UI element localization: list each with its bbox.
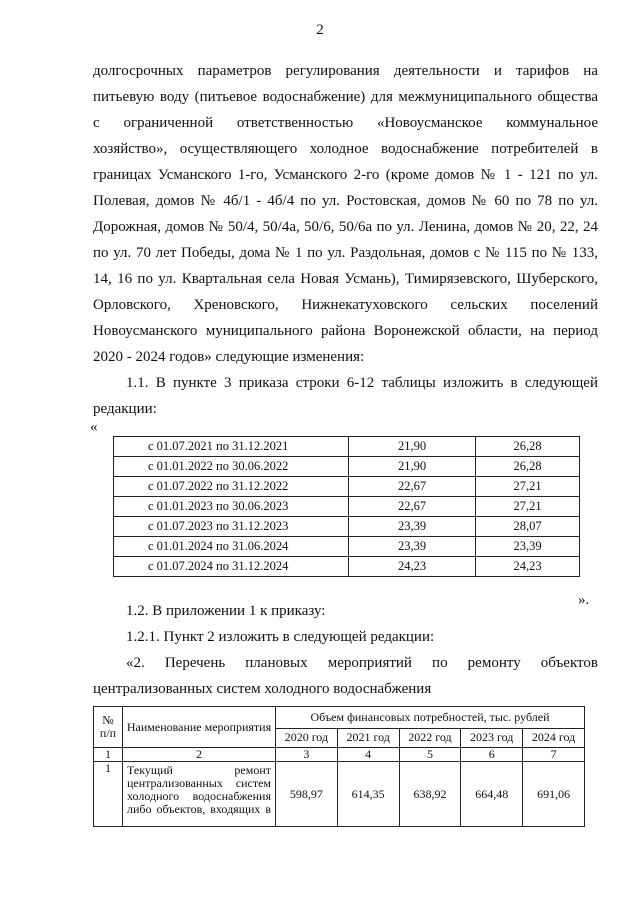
value-cell: 598,97 (276, 762, 338, 827)
measures-table (93, 706, 585, 827)
header-name: Наименование мероприятия (123, 707, 276, 748)
paragraph-line: 1.2. В приложении 1 к приказу: (126, 603, 326, 619)
header-year: 2020 год (276, 728, 338, 747)
period-cell: с 01.07.2024 по 31.12.2024 (114, 557, 349, 577)
column-number-row (94, 748, 585, 762)
value-cell: 614,35 (337, 762, 399, 827)
paragraph-line: по ул. 70 лет Победы, дома № 1 по ул. Раздольная, домов с № 115 по № 133, (93, 245, 598, 261)
header-num: № п/п (94, 707, 123, 748)
tariff-cell: 26,28 (476, 457, 580, 477)
paragraph-line: долгосрочных параметров регулирования деятельности и тарифов на (93, 63, 598, 79)
table-row (114, 537, 580, 557)
paragraph-line: с ограниченной ответственностью «Новоусманское коммунальное (93, 115, 598, 131)
paragraph-line: Полевая, домов № 4б/1 - 4б/4 по ул. Ростовская, домов № 60 по 78 по ул. (93, 193, 598, 209)
value-cell: 638,92 (399, 762, 461, 827)
column-number: 1 (94, 748, 123, 762)
quote-open-mark: « (90, 419, 98, 435)
table-row (114, 517, 580, 537)
tariff-table (113, 436, 580, 577)
tariff-cell: 26,28 (476, 437, 580, 457)
table-header-row (94, 707, 585, 729)
tariff-cell: 22,67 (349, 497, 476, 517)
page-number: 2 (316, 22, 324, 38)
period-cell: с 01.07.2023 по 31.12.2023 (114, 517, 349, 537)
tariff-cell: 23,39 (476, 537, 580, 557)
tariff-cell: 22,67 (349, 477, 476, 497)
paragraph-line: редакции: (93, 401, 157, 417)
table-row (94, 762, 585, 827)
tariff-cell: 28,07 (476, 517, 580, 537)
header-volume: Объем финансовых потребностей, тыс. рублей (276, 707, 585, 729)
measure-name: Текущий ремонт централизованных систем холодного водоснабжения либо объектов, входящих в (123, 762, 276, 827)
table-row (114, 497, 580, 517)
table-row (114, 437, 580, 457)
table-row (114, 557, 580, 577)
column-number: 2 (123, 748, 276, 762)
header-year: 2024 год (523, 728, 585, 747)
paragraph-line: 1.2.1. Пункт 2 изложить в следующей редакции: (126, 629, 435, 645)
tariff-cell: 23,39 (349, 537, 476, 557)
value-cell: 664,48 (461, 762, 523, 827)
column-number: 4 (337, 748, 399, 762)
tariff-cell: 24,23 (476, 557, 580, 577)
paragraph-line: Дорожная, домов № 50/4, 50/4а, 50/6, 50/6а по ул. Ленина, домов № 20, 22, 24 (93, 219, 598, 235)
paragraph-line: Орловского, Хреновского, Нижнекатуховского сельских поселений (93, 297, 598, 313)
body-paragraph (93, 58, 598, 422)
period-cell: с 01.01.2022 по 30.06.2022 (114, 457, 349, 477)
paragraph-line: хозяйство», осуществляющего холодное водоснабжение потребителей в (93, 141, 598, 157)
header-year: 2023 год (461, 728, 523, 747)
paragraph-line: границах Усманского 1-го, Усманского 2-го (кроме домов № 1 - 121 по ул. (93, 167, 598, 183)
period-cell: с 01.01.2023 по 30.06.2023 (114, 497, 349, 517)
paragraph-line: питьевую воду (питьевое водоснабжение) для межмуниципального общества (93, 89, 598, 105)
tariff-cell: 27,21 (476, 497, 580, 517)
paragraph-line: централизованных систем холодного водоснабжения (93, 681, 432, 697)
value-cell: 691,06 (523, 762, 585, 827)
column-number: 5 (399, 748, 461, 762)
paragraph-line: 14, 16 по ул. Квартальная села Новая Усмань), Тимирязевского, Шуберского, (93, 271, 598, 287)
paragraph-line: «2. Перечень плановых мероприятий по ремонту объектов (126, 655, 598, 671)
period-cell: с 01.07.2022 по 31.12.2022 (114, 477, 349, 497)
table-row (114, 457, 580, 477)
period-cell: с 01.01.2024 по 31.06.2024 (114, 537, 349, 557)
quote-close-mark: ». (578, 592, 590, 608)
period-cell: с 01.07.2021 по 31.12.2021 (114, 437, 349, 457)
paragraph-line: 1.1. В пункте 3 приказа строки 6-12 таблицы изложить в следующей (126, 375, 598, 391)
tariff-cell: 27,21 (476, 477, 580, 497)
tariff-cell: 23,39 (349, 517, 476, 537)
amendment-paragraphs (93, 598, 598, 702)
column-number: 3 (276, 748, 338, 762)
paragraph-line: 2020 - 2024 годов» следующие изменения: (93, 349, 365, 365)
header-year: 2022 год (399, 728, 461, 747)
header-year: 2021 год (337, 728, 399, 747)
tariff-cell: 21,90 (349, 457, 476, 477)
tariff-cell: 24,23 (349, 557, 476, 577)
paragraph-line: Новоусманского муниципального района Воронежской области, на период (93, 323, 598, 339)
tariff-cell: 21,90 (349, 437, 476, 457)
column-number: 6 (461, 748, 523, 762)
row-num: 1 (94, 762, 123, 827)
column-number: 7 (523, 748, 585, 762)
table-row (114, 477, 580, 497)
